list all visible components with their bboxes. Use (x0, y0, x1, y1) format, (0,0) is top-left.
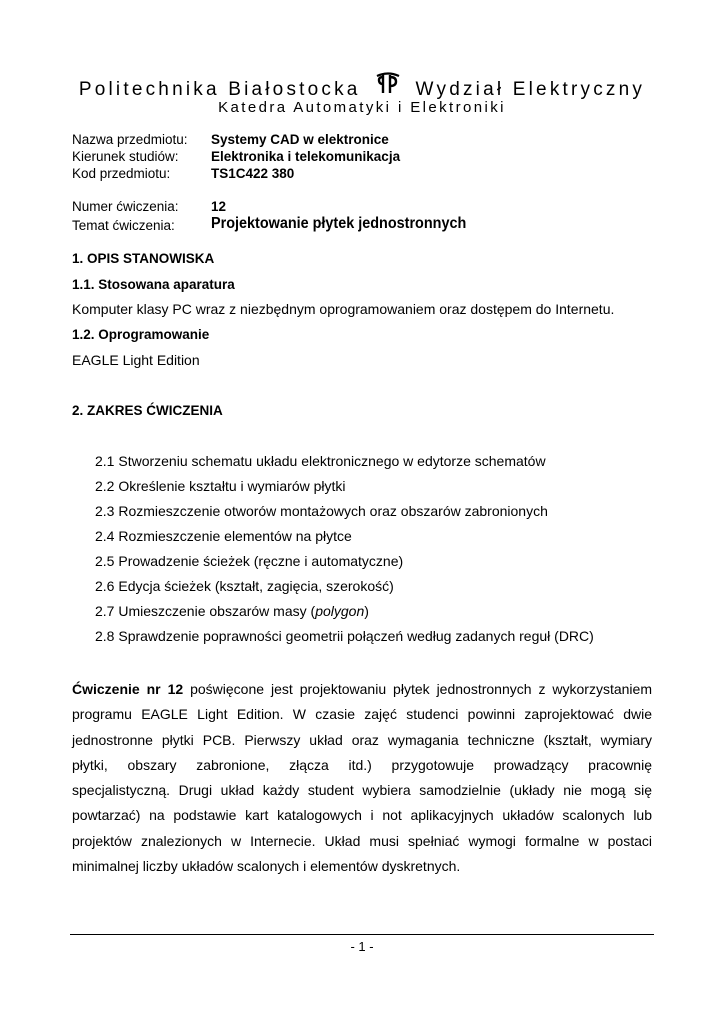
exercise-number-label: Numer ćwiczenia: (72, 199, 179, 214)
section1-1-text: Komputer klasy PC wraz z niezbędnym oprogramowaniem oraz dostępem do Internetu. (72, 301, 615, 317)
list-item-text: 2.7 Umieszczenie obszarów masy ( (95, 603, 316, 619)
list-item-end: ) (364, 603, 369, 619)
list-item: 2.5 Prowadzenie ścieżek (ręczne i automatyczne) (95, 553, 404, 569)
list-item-polygon (95, 603, 369, 619)
description-paragraph (72, 677, 652, 879)
section1-title: 1. OPIS STANOWISKA (72, 251, 215, 266)
description-line: płytki, obszary zabronione, złącza itd.) przygotowuje prowadzący pracownię (72, 756, 652, 773)
topic-label: Temat ćwiczenia: (72, 218, 175, 233)
description-line: programu EAGLE Light Edition. W czasie zajęć studenci powinni zaprojektować dwie (72, 706, 652, 723)
list-item: 2.1 Stworzeniu schematu układu elektronicznego w edytorze schematów (95, 453, 546, 469)
list-item: 2.3 Rozmieszczenie otworów montażowych oraz obszarów zabronionych (95, 503, 548, 519)
topic-value: Projektowanie płytek jednostronnych (211, 215, 467, 232)
field-label: Kierunek studiów: (72, 149, 179, 164)
field-value: Elektronika i telekomunikacja (211, 149, 401, 164)
university-name: Politechnika Białostocka (78, 79, 361, 101)
code-value: TS1C422 380 (211, 166, 295, 181)
footer-divider (70, 934, 654, 935)
section1-1-title: 1.1. Stosowana aparatura (72, 277, 235, 292)
subject-value: Systemy CAD w elektronice (211, 132, 389, 147)
subject-label: Nazwa przedmiotu: (72, 132, 188, 147)
list-item: 2.8 Sprawdzenie poprawności geometrii połączeń według zadanych reguł (DRC) (95, 628, 594, 644)
code-label: Kod przedmiotu: (72, 166, 171, 181)
list-item: 2.4 Rozmieszczenie elementów na płytce (95, 528, 352, 544)
description-line: Ćwiczenie nr 12 poświęcone jest projektowaniu płytek jednostronnych z wykorzystaniem (72, 681, 652, 697)
list-item: 2.2 Określenie kształtu i wymiarów płytki (95, 478, 346, 494)
section1-2-text: EAGLE Light Edition (72, 352, 200, 368)
exercise-number-value: 12 (211, 199, 227, 214)
department-name: Katedra Automatyki i Elektroniki (218, 99, 506, 116)
description-lead: Ćwiczenie nr 12 (72, 681, 184, 697)
description-line: specjalistyczną. Drugi układ każdy student wybiera samodzielnie (układy nie mogą się (72, 782, 652, 799)
description-line: jednostronne płytki PCB. Pierwszy układ oraz wymagania techniczne (kształt, wymiary (72, 731, 652, 748)
list-item: 2.6 Edycja ścieżek (kształt, zagięcia, szerokość) (95, 578, 394, 594)
page-number: - 1 - (350, 939, 374, 954)
section1-2-title: 1.2. Oprogramowanie (72, 327, 210, 342)
description-line: powtarzać) na podstawie kart katalogowych i not aplikacyjnych układów scalonych lub (72, 807, 652, 824)
description-line: minimalnej liczby układów scalonych i elementów dyskretnych. (72, 858, 461, 875)
description-line: projektów znalezionych w Internecie. Układ musi spełniać wymogi formalne w postaci (72, 832, 652, 849)
section2-title: 2. ZAKRES ĆWICZENIA (72, 403, 223, 418)
faculty-name: Wydział Elektryczny (415, 79, 646, 101)
polygon-term: polygon (315, 603, 365, 619)
